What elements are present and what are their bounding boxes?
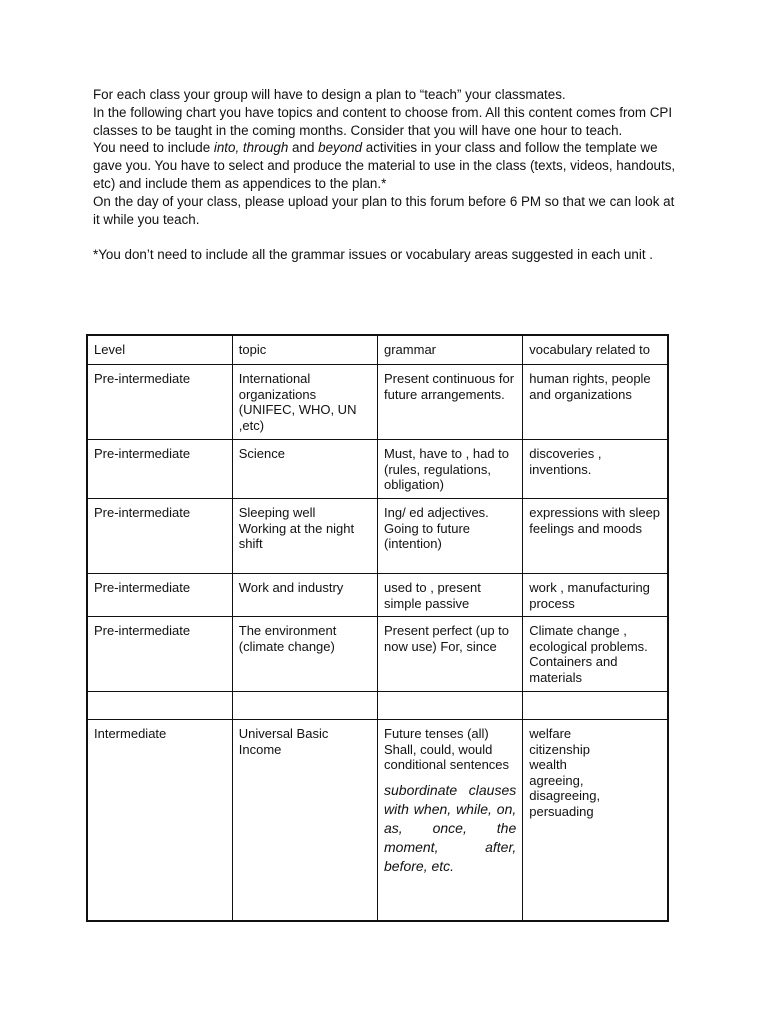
intro-p3-start: You need to include (93, 140, 214, 156)
cell-topic: Work and industry (232, 574, 377, 617)
cell-line: citizenship (529, 741, 590, 757)
empty-cell (523, 692, 668, 720)
cell-vocabulary: work , manufacturing process (523, 574, 668, 617)
header-grammar: grammar (378, 335, 523, 365)
table-row (87, 440, 668, 499)
empty-cell (378, 692, 523, 720)
cell-level: Pre-intermediate (87, 617, 232, 692)
cell-topic: International organizations (UNIFEC, WHO, UN ,etc) (232, 365, 377, 440)
table-row (87, 499, 668, 574)
intro-p3-end: activities in your class and follow the template we gave you. You have to select and produce the material to use in the class (texts, videos, handouts, etc) and include them as appendices to the plan.* (93, 140, 676, 191)
cell-line: feelings and moods (529, 520, 642, 536)
cell-level: Intermediate (87, 720, 232, 922)
intro-footnote: *You don’t need to include all the grammar issues or vocabulary areas suggested in each unit . (93, 247, 654, 263)
table-row (87, 574, 668, 617)
cell-line: Future tenses (all) (384, 726, 489, 741)
cell-topic (232, 499, 377, 574)
empty-cell (87, 692, 232, 720)
intro-paragraph-3 (93, 139, 683, 192)
header-vocabulary: vocabulary related to (523, 335, 668, 365)
cell-level: Pre-intermediate (87, 499, 232, 574)
cell-topic: The environment (climate change) (232, 617, 377, 692)
cell-topic: Science (232, 440, 377, 499)
cell-grammar: Must, have to , had to (rules, regulations, obligation) (378, 440, 523, 499)
empty-cell (232, 692, 377, 720)
cell-vocabulary (523, 499, 668, 574)
cell-line: Sleeping well (238, 505, 316, 520)
cell-grammar: Present perfect (up to now use) For, since (378, 617, 523, 692)
table-row (87, 365, 668, 440)
cell-level: Pre-intermediate (87, 574, 232, 617)
intro-paragraph-4: On the day of your class, please upload your plan to this forum before 6 PM so that we can look at it while you teach. (93, 193, 675, 227)
cell-line: disagreeing, (529, 788, 601, 804)
cell-line: Going to future (intention) (384, 520, 470, 552)
intro-beyond: beyond (318, 140, 363, 156)
subordinate-clauses-note: subordinate clauses with when, while, on, as, once, the moment, after, before, etc. (384, 781, 517, 874)
cell-grammar: used to , present simple passive (378, 574, 523, 617)
cell-topic: Universal Basic Income (232, 720, 377, 922)
cell-line: Ing/ ed adjectives. (384, 505, 489, 520)
cell-vocabulary: Climate change , ecological problems. Containers and materials (523, 617, 668, 692)
cell-line: Working at the night shift (238, 520, 355, 552)
cell-line: wealth (529, 757, 567, 773)
instructions-text (93, 86, 683, 264)
table-header-row (87, 335, 668, 365)
table-row (87, 617, 668, 692)
paragraph-gap (93, 228, 683, 246)
cell-line: agreeing, (529, 772, 584, 788)
cell-grammar: Present continuous for future arrangements. (378, 365, 523, 440)
header-level: Level (87, 335, 232, 365)
topics-table (86, 334, 669, 922)
intro-into-through: into, through (213, 140, 289, 156)
cell-line: expressions with sleep (529, 505, 661, 520)
cell-grammar (378, 499, 523, 574)
empty-table-row (87, 692, 668, 720)
table-row (87, 720, 668, 922)
header-topic: topic (232, 335, 377, 365)
cell-vocabulary: human rights, people and organizations (523, 365, 668, 440)
cell-line: welfare (529, 726, 572, 741)
intro-paragraph-1: For each class your group will have to design a plan to “teach” your classmates. (93, 87, 566, 102)
cell-vocabulary (523, 720, 668, 922)
cell-grammar (378, 720, 523, 922)
intro-and: and (288, 140, 319, 156)
cell-level: Pre-intermediate (87, 440, 232, 499)
intro-paragraph-2: In the following chart you have topics and content to choose from. All this content comes from CPI classes to be taught in the coming months. Consider that you will have one hour to teach. (93, 104, 673, 138)
cell-line: persuading (529, 803, 594, 819)
cell-level: Pre-intermediate (87, 365, 232, 440)
cell-vocabulary: discoveries , inventions. (523, 440, 668, 499)
cell-line: Shall, could, would conditional sentences (384, 741, 510, 773)
